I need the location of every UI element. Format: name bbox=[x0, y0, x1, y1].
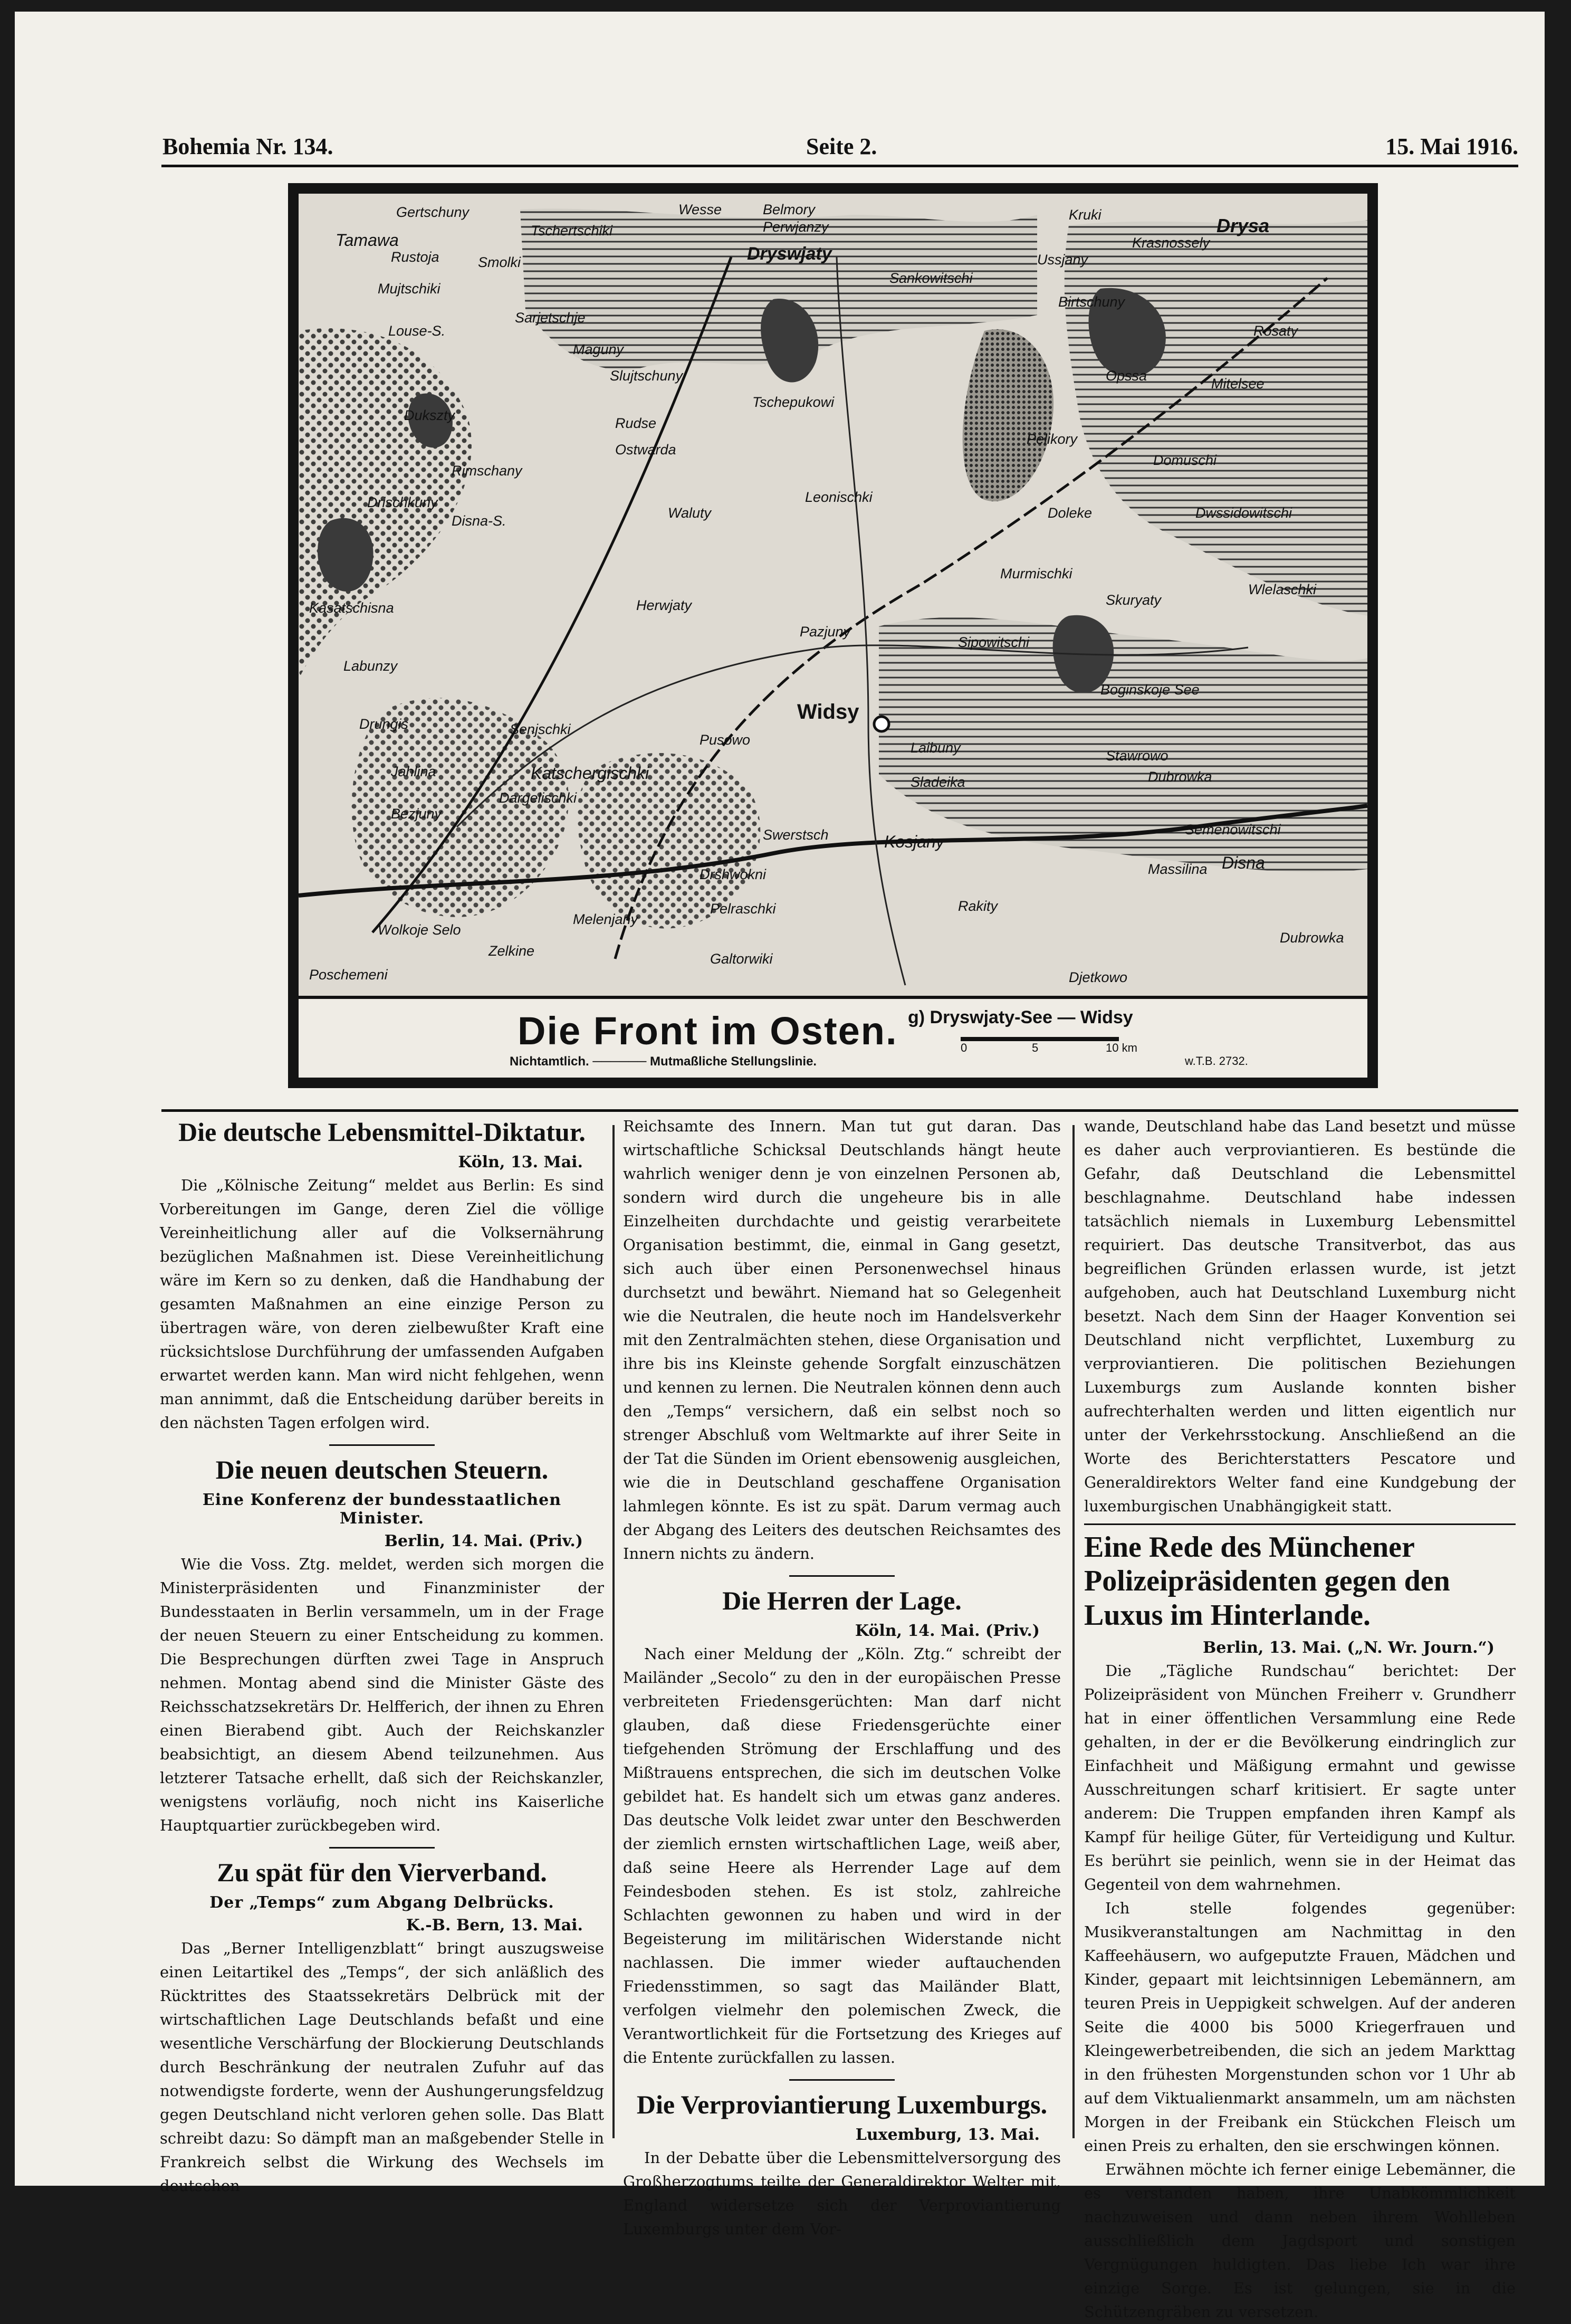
scale-tick: 10 km bbox=[1106, 1041, 1137, 1054]
map-place: Melenjany bbox=[573, 911, 638, 927]
article-columns bbox=[160, 1115, 1516, 2321]
map-place: Drshwokni bbox=[700, 866, 767, 882]
map-place: Pusowo bbox=[700, 732, 751, 748]
map-place: Sankowitschi bbox=[889, 270, 973, 286]
map-place: Mitelsee bbox=[1211, 376, 1265, 392]
map-place: Mujtschiki bbox=[378, 281, 440, 297]
map-place: Herwjaty bbox=[636, 597, 692, 613]
map-place: Tschepukowi bbox=[752, 394, 835, 410]
map-legend: Nichtamtlich. ────── Mutmaßliche Stellungslinie. bbox=[510, 1054, 817, 1069]
article-dateline: Luxemburg, 13. Mai. bbox=[855, 2126, 1040, 2144]
map-place: Drischkuny bbox=[367, 494, 438, 510]
map-place: Rakity bbox=[958, 898, 998, 914]
map-place: Pelraschki bbox=[710, 901, 776, 917]
map-place: Ostwarda bbox=[615, 442, 676, 458]
map-place: Leonischki bbox=[805, 489, 873, 505]
article-separator bbox=[329, 1847, 435, 1849]
map-place: Drungis bbox=[359, 716, 409, 732]
article-separator bbox=[1084, 1523, 1516, 1525]
map-place: Kasatschisna bbox=[309, 600, 394, 616]
map-place: Belmory bbox=[763, 202, 816, 217]
map-place: Skuryaty bbox=[1106, 592, 1162, 608]
article-body: Die „Tägliche Rundschau“ berichtet: Der Polizeipräsident von München Freiherr v. Grundherr hat in einer öffentlichen Versammlung eine Rede gehalten, in der er die Bevölkerung eindringlich zur Einfachheit und Mäßigung ermahnt und gewisse Ausschreitungen scharf kritisiert. Er sagte unter anderem: Die Truppen empfanden ihren Kampf als Kampf für heilige Güter, für Verteidigung und Kultur. Es berührt sie peinlich, wenn sie in der Heimat das Gegenteil von dem wahrnehmen. bbox=[1084, 1662, 1516, 1894]
article-body: wande, Deutschland habe das Land besetzt und müsse es daher auch verproviantieren. Es bestünde die Gefahr, daß Deutschland die Lebensmittel beschlagnahme. Deutschland habe indessen tatsächlich niemals in Luxemburg Lebensmittel requiriert. Das deutsche Transitverbot, das aus begreiflichen Gründen erlassen wurde, ist jetzt aufgehoben, auch hat Deutschland Luxemburg nicht besetzt. Nach dem Sinn der Haager Konvention sei Deutschland nicht verpflichtet, Luxemburg zu verproviantieren. Die politischen Beziehungen Luxemburgs zum Auslande konnten bisher aufrechterhalten werden und litten eigentlich nur unter der Verkehrsstockung. Anschließend an die Worte des Berichterstatters Pescatore und Generaldirektors Welter fand eine Kundgebung der luxemburgischen Unabhängigkeit statt. bbox=[1084, 1117, 1516, 1515]
map-place: Gertschuny bbox=[396, 204, 470, 220]
map-title: Die Front im Osten. bbox=[518, 1009, 898, 1053]
map-place: Jahlina bbox=[391, 764, 436, 779]
map-place-widsy: Widsy bbox=[797, 700, 859, 723]
article-body: Reichsamte des Innern. Man tut gut daran. Das wirtschaftliche Schicksal Deutschlands hängt heute wahrlich weniger denn je von einzelnen Personen ab, sondern wird durch die ungeheure bis in alle Einzelheiten durchdachte und geistig verarbeitete Organisation bestimmt, die, einmal in Gang gesetzt, sich auch über einen Personenwechsel hinaus durchsetzt und bewährt. Niemand hat so Gelegenheit wie die Neutralen, die heute noch im Handelsverkehr mit den Zentralmächten stehen, diese Organisation und ihre bis ins Kleinste gehende Sorgfalt einzuschätzen und kennen zu lernen. Die Neutralen können denn auch den „Temps“ versichern, daß ein selbst noch so strenger Abschluß vom Weltmarkte auf ihrer Seite in der Tat die Sünden im Orient ebensowenig ausgleichen, wie die in Deutschland geschaffene Organisation lahmlegen könnte. Es ist zu spät. Darum vermag auch der Abgang des Leiters des deutschen Reichsamtes des Innern nichts zu ändern. bbox=[623, 1117, 1061, 1563]
article-subhead: Der „Temps“ zum Abgang Delbrücks. bbox=[209, 1893, 554, 1912]
map-caption bbox=[299, 996, 1367, 1078]
map-place: Sipowitschi bbox=[958, 634, 1030, 650]
article-dateline: K.-B. Bern, 13. Mai. bbox=[406, 1916, 583, 1935]
article-body: Wie die Voss. Ztg. meldet, werden sich morgen die Ministerpräsidenten und Finanzminister der Bundesstaaten in Berlin versammeln, um in der Frage der neuen Steuern zu einer Entscheidung zu kommen. Die Besprechungen dürften zwei Tage in Anspruch nehmen. Montag abend sind die Minister Gäste des Reichsschatzsekretärs Dr. Helfferich, der ihnen zu Ehren einen Bierabend gibt. Auch der Reichskanzler beabsichtigt, an diesem Abend teilzunehmen. Aus letzterer Tatsache erhellt, daß sich der Reichskanzler, wenigstens vorläufig, noch nicht ins Kaiserliche Hauptquartier zurückbegeben wird. bbox=[160, 1555, 604, 1834]
map-subtitle: g) Dryswjaty-See — Widsy bbox=[908, 1007, 1133, 1027]
map-place: Smolki bbox=[478, 254, 521, 270]
header-issue: Bohemia Nr. 134. bbox=[162, 134, 333, 159]
map-place: Kosjany bbox=[884, 832, 944, 851]
map-place: Bezjuny bbox=[391, 806, 442, 822]
widsy-marker-icon bbox=[874, 717, 889, 731]
column-rule bbox=[1072, 1125, 1075, 2138]
map-place: Opssa bbox=[1106, 368, 1147, 384]
map-place: Rimschany bbox=[452, 463, 522, 479]
article-title: Die deutsche Lebensmittel-Diktatur. bbox=[178, 1117, 586, 1147]
map-place: Laibuny bbox=[911, 740, 961, 756]
article-title: Die neuen deutschen Steuern. bbox=[215, 1455, 549, 1484]
article-dateline: Köln, 14. Mai. (Priv.) bbox=[855, 1622, 1040, 1640]
map-place: Birtschuny bbox=[1058, 294, 1125, 310]
article-title: Eine Rede des Münchener Polizeipräsidenten gegen den Luxus im Hinterlande. bbox=[1084, 1531, 1450, 1632]
map-place: Drysa bbox=[1216, 215, 1270, 236]
article-separator bbox=[329, 1444, 435, 1446]
map-place: Zelkine bbox=[488, 943, 535, 959]
map-place: Rustoja bbox=[391, 249, 439, 265]
column-2 bbox=[623, 1115, 1061, 2238]
map-scale-bar bbox=[961, 1037, 1119, 1041]
map-place: Semenowitschi bbox=[1185, 822, 1281, 837]
map-place: Galtorwiki bbox=[710, 951, 773, 967]
article-separator bbox=[789, 1575, 895, 1577]
map-place: Wlelaschki bbox=[1248, 582, 1317, 597]
header-page-number: Seite 2. bbox=[806, 134, 877, 159]
article-dateline: Berlin, 14. Mai. (Priv.) bbox=[384, 1532, 583, 1550]
article-body: Ich stelle folgendes gegenüber: Musikveranstaltungen am Nachmittag in den Kaffeehäusern, wo aufgeputzte Frauen, Mädchen und Kinder, gepaart mit leichtsinnigen Lebemännern, am teuren Preis in Ueppigkeit schwelgen. Auf der anderen Seite die 4000 bis 5000 Kriegerfrauen und Kleingewerbetreibenden, die sich an jedem Markttag in den frühesten Morgenstunden schon vor 1 Uhr ab auf dem Viktualienmarkt ansammeln, um am nächsten Morgen in der Freibank ein Stückchen Fleisch um einen Preis zu erhalten, den sie erschwingen können. bbox=[1084, 1899, 1516, 2155]
map-place: Slujtschuny bbox=[610, 368, 683, 384]
map-place: Rosaty bbox=[1253, 323, 1298, 339]
article-dateline: Köln, 13. Mai. bbox=[458, 1153, 583, 1171]
map-place: Dargelischki bbox=[499, 790, 577, 806]
map-place: Disna-S. bbox=[452, 513, 506, 529]
article-title: Die Verproviantierung Luxemburgs. bbox=[636, 2090, 1048, 2119]
map-place: Katschergischki bbox=[531, 764, 649, 783]
map-place: Dwssidowitschi bbox=[1195, 505, 1292, 521]
map-credit: w.T.B. 2732. bbox=[1185, 1054, 1248, 1068]
column-3 bbox=[1084, 1115, 1516, 2321]
map-place: Murmischki bbox=[1000, 566, 1072, 582]
map-place: Pelikory bbox=[1027, 431, 1078, 447]
map-place: Dubrowka bbox=[1280, 930, 1344, 946]
article-dateline: Berlin, 13. Mai. („N. Wr. Journ.“) bbox=[1203, 1639, 1495, 1658]
map-place: Krasnossely bbox=[1132, 235, 1210, 251]
map-place: Wesse bbox=[678, 202, 722, 217]
map-place: Dukszty bbox=[404, 407, 455, 423]
map-place: Perwjanzy bbox=[763, 219, 829, 235]
map-place: Swerstsch bbox=[763, 827, 829, 843]
article-body: In der Debatte über die Lebensmittelversorgung des Großherzogtums teilte der Generaldirektor Welter mit, England widersetze sich der Verproviantierung Luxemburgs unter dem Vor- bbox=[623, 2149, 1061, 2238]
article-title: Zu spät für den Vierverband. bbox=[217, 1858, 547, 1887]
map-place: Labunzy bbox=[343, 658, 398, 674]
map-place: Disna bbox=[1222, 853, 1265, 872]
scale-tick: 5 bbox=[1032, 1041, 1039, 1054]
header-date: 15. Mai 1916. bbox=[1385, 134, 1518, 159]
article-body: Die „Kölnische Zeitung“ meldet aus Berlin: Es sind Vorbereitungen im Gange, deren Ziel die völlige Vereinheitlichung aller auf die Volksernährung bezüglichen Maßnahmen ist. Diese Vereinheitlichung wäre im Kern so zu denken, daß die Handhabung der gesamten Maßnahmen an eine einzige Person zu übertragen wäre, von deren zielbewußter Kraft eine rücksichtslose Durchführung der umfassenden Aufgaben erwartet werden kann. Man wird nicht fehlgehen, wenn man annimmt, daß die Entscheidung darüber bereits in den nächsten Tagen erfolgen wird. bbox=[160, 1176, 604, 1432]
map-place: Pazjuny bbox=[800, 624, 851, 640]
header-rule bbox=[161, 165, 1518, 167]
map-place: Tschertschiki bbox=[531, 223, 613, 239]
map-place: Tamawa bbox=[336, 231, 399, 250]
map-place: Dubrowka bbox=[1148, 769, 1212, 785]
map-place: Sarjetschje bbox=[515, 310, 586, 326]
article-title: Die Herren der Lage. bbox=[722, 1586, 962, 1615]
map-place: Massilina bbox=[1148, 861, 1208, 877]
article-separator bbox=[789, 2079, 895, 2081]
map-figure bbox=[288, 183, 1378, 1088]
map-place: Louse-S. bbox=[388, 323, 446, 339]
section-rule bbox=[161, 1109, 1518, 1112]
article-body: Nach einer Meldung der „Köln. Ztg.“ schreibt der Mailänder „Secolo“ zu den in der europäischen Presse verbreiteten Friedensgerüchten: Man darf nicht glauben, daß diese Friedensgerüchte einer tiefgehenden Strömung der Erschlaffung und des Mißtrauens entsprechen, die sich im deutschen Volke gebildet hat. Es handelt sich um etwas ganz anderes. Das deutsche Volk leidet zwar unter den Beschwerden der ziemlich ernsten wirtschaftlichen Lage, weiß aber, daß seine Heere als Herrender Lage auf dem Feindesboden stehen. Es ist stolz, zahlreiche Schlachten gewonnen zu haben und wird in der Begeisterung im militärischen Widerstande nicht nachlassen. Die immer wieder auftauchenden Friedensstimmen, so sagt das Mailänder Blatt, verfolgen vielmehr den polemischen Zweck, die Verantwortlichkeit für die Fortsetzung des Krieges auf die Entente zurückfallen zu lassen. bbox=[623, 1645, 1061, 2066]
map-place: Domuschi bbox=[1153, 452, 1217, 468]
map-place: Sladeika bbox=[911, 774, 965, 790]
map-place: Waluty bbox=[668, 505, 712, 521]
map-place: Senjschki bbox=[510, 721, 571, 737]
map-place: Rudse bbox=[615, 415, 657, 431]
map-place: Kruki bbox=[1069, 207, 1101, 223]
scale-tick: 0 bbox=[961, 1041, 967, 1054]
map-place: Doleke bbox=[1048, 505, 1093, 521]
article-subhead: Eine Konferenz der bundesstaatlichen Minister. bbox=[202, 1491, 562, 1528]
article-body: Das „Berner Intelligenzblatt“ bringt auszugsweise einen Leitartikel des „Temps“, der sich anläßlich des Rücktrittes des Staatssekretärs Delbrück mit der wirtschaftlichen Lage Deutschlands befaßt und eine wesentliche Verschärfung der Blockierung Deutschlands durch Beschränkung der neutralen Zufuhr auf das notwendigste forderte, wenn der Aushungerungsfeldzug gegen Deutschland nicht verloren gehen solle. Das Blatt schreibt dazu: So dämpft man an maßgebender Stelle in Frankreich selbst die Wirkung des Wechsels im deutschen bbox=[160, 1939, 604, 2195]
map-place: Poschemeni bbox=[309, 967, 388, 983]
newspaper-page bbox=[15, 12, 1545, 2321]
map-place: Djetkowo bbox=[1069, 969, 1128, 985]
column-rule bbox=[612, 1125, 615, 2138]
article-body: Erwähnen möchte ich ferner einige Lebemänner, die es verstanden haben, ihre Unabkömmlichkeit nachzuweisen und dann neben ihrem Wohlleben ausschließlich dem Jagdsport und sonstigen Vergnügungen huldigten. Das liebe Ich war ihre einzige Sorge. Es ist gelungen, sie in die Schützengräben zu versetzen. bbox=[1084, 2160, 1516, 2321]
map-place: Boginskoje See bbox=[1100, 682, 1200, 698]
map-place: Ussjany bbox=[1037, 252, 1088, 268]
map-place: Stawrowo bbox=[1106, 748, 1168, 764]
column-1 bbox=[160, 1115, 604, 2195]
map-place: Maguny bbox=[573, 341, 624, 357]
map-place: Dryswjaty bbox=[747, 244, 832, 264]
map-place: Wolkoje Selo bbox=[378, 922, 461, 938]
